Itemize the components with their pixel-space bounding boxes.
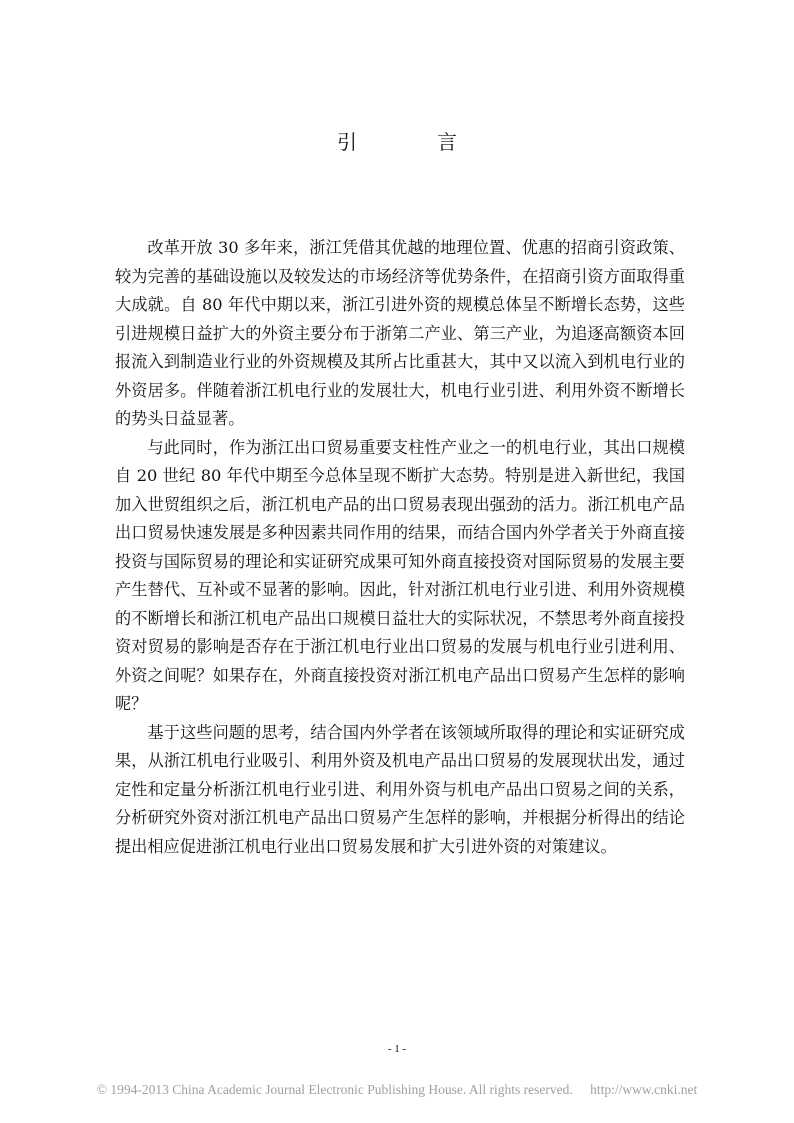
paragraph-3: 基于这些问题的思考，结合国内外学者在该领域所取得的理论和实证研究成果，从浙江机电行业吸引、利用外资及机电产品出口贸易的发展现状出发，通过定性和定量分析浙江机电行业引进、利用外资与机电产品出口贸易之间的关系，分析研究外资对浙江机电产品出口贸易产生怎样的影响，并根据分析得出的结论提出相应促进浙江机电行业出口贸易发展和扩大引进外资的对策建议。 [115,722,685,856]
footer-url-link[interactable]: http://www.cnki.net [590,1082,698,1097]
footer [0,1082,794,1098]
page-number: - 1 - [387,1043,407,1055]
paragraph-1: 改革开放 30 多年来，浙江凭借其优越的地理位置、优惠的招商引资政策、较为完善的基础设施以及较发达的市场经济等优势条件，在招商引资方面取得重大成就。自 80 年代中期以来，浙江引进外资的规模总体呈不断增长态势，这些引进规模日益扩大的外资主要分布于浙第二产业、第三产业，为追逐高额资本回报流入到制造业行业的外资规模及其所占比重甚大，其中又以流入到机电行业的外资居多。伴随着浙江机电行业的发展壮大，机电行业引进、利用外资不断增长的势头日益显著。 [115,238,685,428]
copyright-notice: © 1994-2013 China Academic Journal Electronic Publishing House. All rights reserved. [96,1082,573,1097]
page-title: 引 言 [337,130,487,154]
paragraph-2: 与此同时，作为浙江出口贸易重要支柱性产业之一的机电行业，其出口规模自 20 世纪 80 年代中期至今总体呈现不断扩大态势。特别是进入新世纪，我国加入世贸组织之后，浙江机电产品的出口贸易表现出强劲的活力。浙江机电产品出口贸易快速发展是多种因素共同作用的结果，而结合国内外学者关于外商直接投资与国际贸易的理论和实证研究成果可知外商直接投资对国际贸易的发展主要产生替代、互补或不显著的影响。因此，针对浙江机电行业引进、利用外资规模的不断增长和浙江机电产品出口规模日益壮大的实际状况，不禁思考外商直接投资对贸易的影响是否存在于浙江机电行业出口贸易的发展与机电行业引进利用、外资之间呢？如果存在，外商直接投资对浙江机电产品出口贸易产生怎样的影响呢？ [115,437,685,713]
body-text [115,234,685,861]
